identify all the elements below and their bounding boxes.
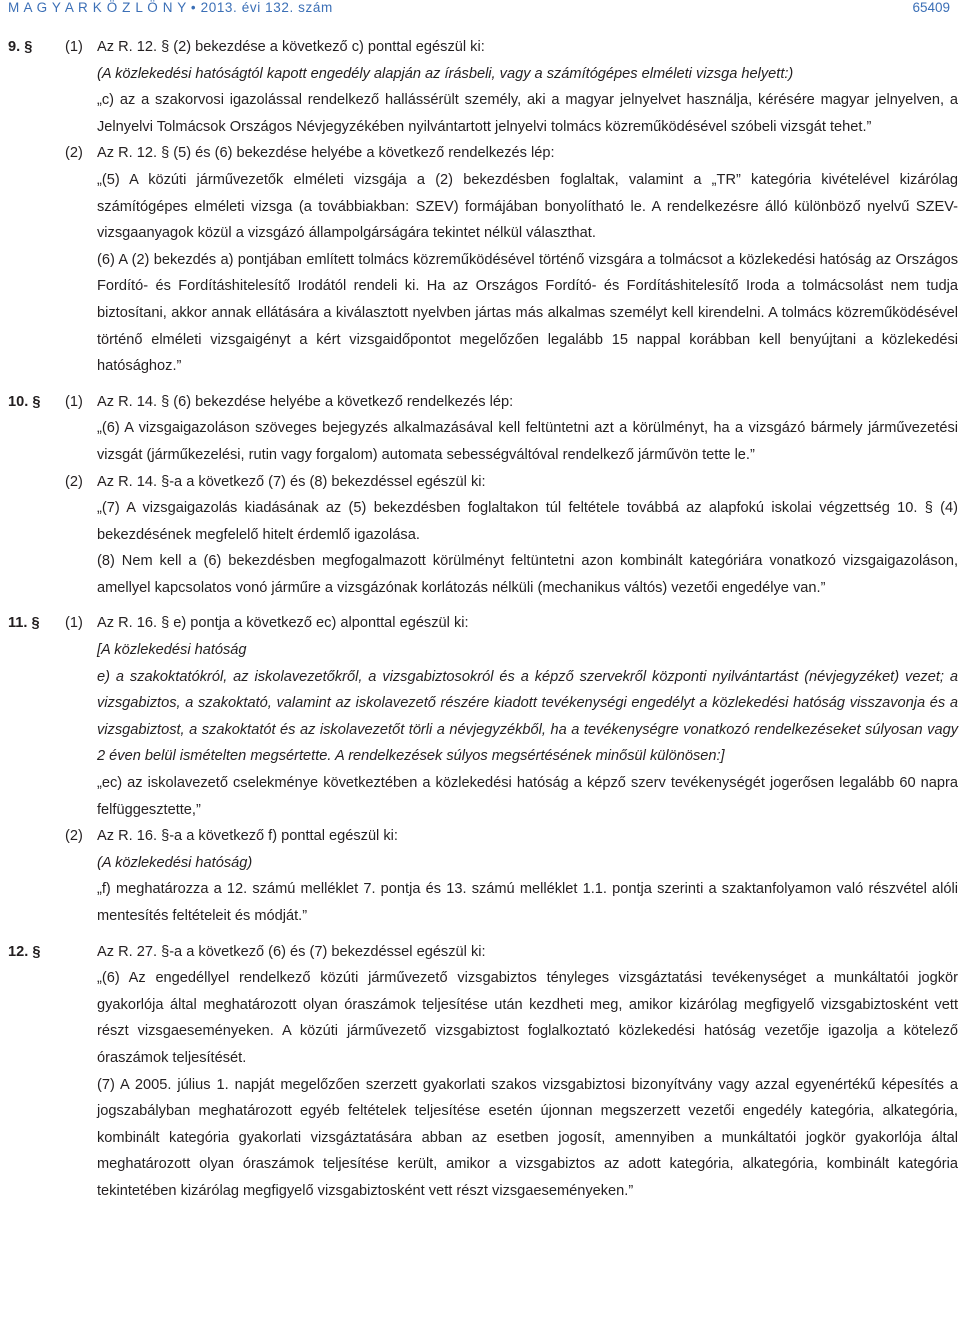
subsection-label: (2)	[65, 473, 83, 490]
paragraph: (8) Nem kell a (6) bekezdésben megfogalmazott körülményt feltüntetni azon kombinált kategóriára vonatkozó vizsgaigazoláson, amellyel kapcsolatos vonó járműre a vizsgázónak korlátozás nélküli (mechanikus váltós) vezetői engedélye van.”	[97, 553, 958, 596]
paragraph: „c) az a szakorvosi igazolással rendelkező hallássérült személy, aki a magyar jelnyelvet használja, kérésére magyar jelnyelven, a Jelnyelvi Tolmácsok Országos Névjegyzékében nyilvántartott jelnyelvi tolmács közreműködésével szóbeli vizsgát tehet.”	[97, 92, 958, 135]
paragraph: „(6) A vizsgaigazoláson szöveges bejegyzés alkalmazásával kell feltüntetni azt a körülményt, ha a vizsgázó bármely járművezetési vizsgát (járműkezelési, rutin vagy forgalom) automata sebességváltóval rendelkező járművön tette le.”	[97, 420, 958, 463]
paragraph: (6) A (2) bekezdés a) pontjában említett tolmács közreműködésével történő vizsgára a tolmácsot a közlekedési hatóság az Országos Fordító- és Fordításhitelesítő Irodától rendeli ki. Ha az Országos Fordító- és Fordításhitelesítő Iroda a tolmácsolást nem tudja biztosítani, akkor annak ellátására a kiválasztott nyelvben jártas más alkalmas személyt kell kirendelni. A tolmács közreműködésével történő elméleti vizsgaigényt a kért vizsgaidőpontot megelőzően legalább 15 nappal korábban kell benyújtani a közlekedési hatósághoz.”	[97, 251, 958, 375]
paragraph: e) a szakoktatókról, az iskolavezetőkről, a vizsgabiztosokról és a képző szervekről központi nyilvántartást (névjegyzéket) vezet; a vizsgabiztos, a szakoktató, valamint az iskolavezető részére kiadott tevékenységi engedélyt a közlekedési hatóság visszavonja és a vizsgabiztost, a szakoktatót és az iskolavezetőt törli a névjegyzékből, ha a tevékenységre vonatkozó rendelkezéseket súlyosan vagy 2 éven belül ismételten megsértette. A rendelkezések súlyos megsértésének minősül különösen:]	[97, 668, 958, 765]
section-number: 10. §	[8, 393, 41, 410]
section-gap	[0, 601, 960, 610]
paragraph: „ec) az iskolavezető cselekménye következtében a közlekedési hatóság a képző szerv tevékenységét jogerősen legalább 60 napra felfüggesztette,”	[97, 775, 958, 818]
paragraph: „(7) A vizsgaigazolás kiadásának az (5) bekezdésben foglaltakon túl feltétele továbbá az alapfokú iskolai végzettség 10. § (4) bekezdésének megfelelő hitelt érdemlő igazolása.	[97, 500, 958, 543]
subsection	[0, 939, 960, 1205]
subsection-label: (2)	[65, 828, 83, 845]
subsection	[0, 469, 960, 602]
subsection-label: (1)	[65, 615, 83, 632]
paragraph: (A közlekedési hatóság)	[97, 854, 253, 871]
paragraph: Az R. 12. § (5) és (6) bekezdése helyébe a következő rendelkezés lép:	[97, 145, 555, 162]
paragraph: „(5) A közúti járművezetők elméleti vizsgája a (2) bekezdésben foglaltak, valamint a „TR” kategória kivételével kizárólag számítógépes elméleti vizsga (a továbbiakban: SZEV) formájában bonyolítható le. A rendelkezésre álló különböző nyelvű SZEV-vizsgaanyagok közül a vizsgázó állampolgárságára tekintet nélkül választhat.	[97, 171, 958, 242]
paragraph: Az R. 14. §-a a következő (7) és (8) bekezdéssel egészül ki:	[97, 473, 486, 490]
paragraph: Az R. 16. § e) pontja a következő ec) alponttal egészül ki:	[97, 615, 469, 632]
page-header	[0, 0, 960, 22]
section-gap	[0, 380, 960, 389]
paragraph: Az R. 12. § (2) bekezdése a következő c) ponttal egészül ki:	[97, 39, 485, 55]
subsection	[0, 610, 960, 823]
paragraph: Az R. 16. §-a a következő f) ponttal egészül ki:	[97, 828, 398, 845]
page-number: 65409	[912, 0, 950, 15]
section-gap	[0, 930, 960, 939]
subsection	[0, 823, 960, 929]
paragraph: (7) A 2005. július 1. napját megelőzően szerzett gyakorlati szakos vizsgabiztosi bizonyítvány vagy azzal egyenértékű képesítés a jogszabályban meghatározott egyéb feltételek teljesítése esetén újonnan megszerzett vezetői engedély kategória, alkategória, kombinált kategória gyakorlati vizsgáztatására abban az esetben jogosít, amennyiben a munkáltatói jogkör gyakorlója által meghatározott olyan óraszámok teljesítése került, amikor a vizsgabiztos az adott kategória, alkategória, kombinált kategória tekintetében kizárólag megfigyelő vizsgabiztosként vett részt vizsgaeseményeken.”	[97, 1076, 958, 1199]
subsection-label: (1)	[65, 39, 83, 55]
subsection-label: (2)	[65, 145, 83, 162]
section-number: 12. §	[8, 943, 41, 960]
paragraph: [A közlekedési hatóság	[97, 642, 247, 659]
paragraph: Az R. 27. §-a a következő (6) és (7) bekezdéssel egészül ki:	[97, 943, 486, 960]
paragraph: Az R. 14. § (6) bekezdése helyébe a következő rendelkezés lép:	[97, 393, 514, 410]
section-number: 9. §	[8, 39, 33, 55]
section	[0, 389, 960, 602]
subsection	[0, 34, 960, 140]
journal-title: M A G Y A R K Ö Z L Ö N Y • 2013. évi 132. szám	[8, 0, 333, 15]
paragraph: „f) meghatározza a 12. számú melléklet 7. pontja és 13. számú melléklet 1.1. pontja szerinti a szaktanfolyamon való részvétel alóli mentesítés feltételeit és módját.”	[97, 881, 958, 924]
paragraph: „(6) Az engedéllyel rendelkező közúti járművezető vizsgabiztos tényleges vizsgáztatási tevékenységet a munkáltatói jogkör gyakorlója által meghatározott olyan óraszámok teljesítése után kezdheti meg, amikor kizárólag megfigyelő vizsgabiztosként vett részt vizsgaeseményeken. A közúti járművezető vizsgabiztost foglalkoztató közlekedési hatóság vezetője igazolja a kötelező óraszámok teljesítését.	[97, 970, 958, 1066]
subsection	[0, 389, 960, 469]
subsection-label: (1)	[65, 393, 83, 410]
section	[0, 34, 960, 380]
section	[0, 610, 960, 929]
subsection	[0, 140, 960, 379]
paragraph: (A közlekedési hatóságtól kapott engedély alapján az írásbeli, vagy a számítógépes elméleti vizsga helyett:)	[97, 65, 794, 82]
section	[0, 939, 960, 1205]
section-number: 11. §	[8, 615, 40, 632]
document-body	[0, 34, 960, 1205]
